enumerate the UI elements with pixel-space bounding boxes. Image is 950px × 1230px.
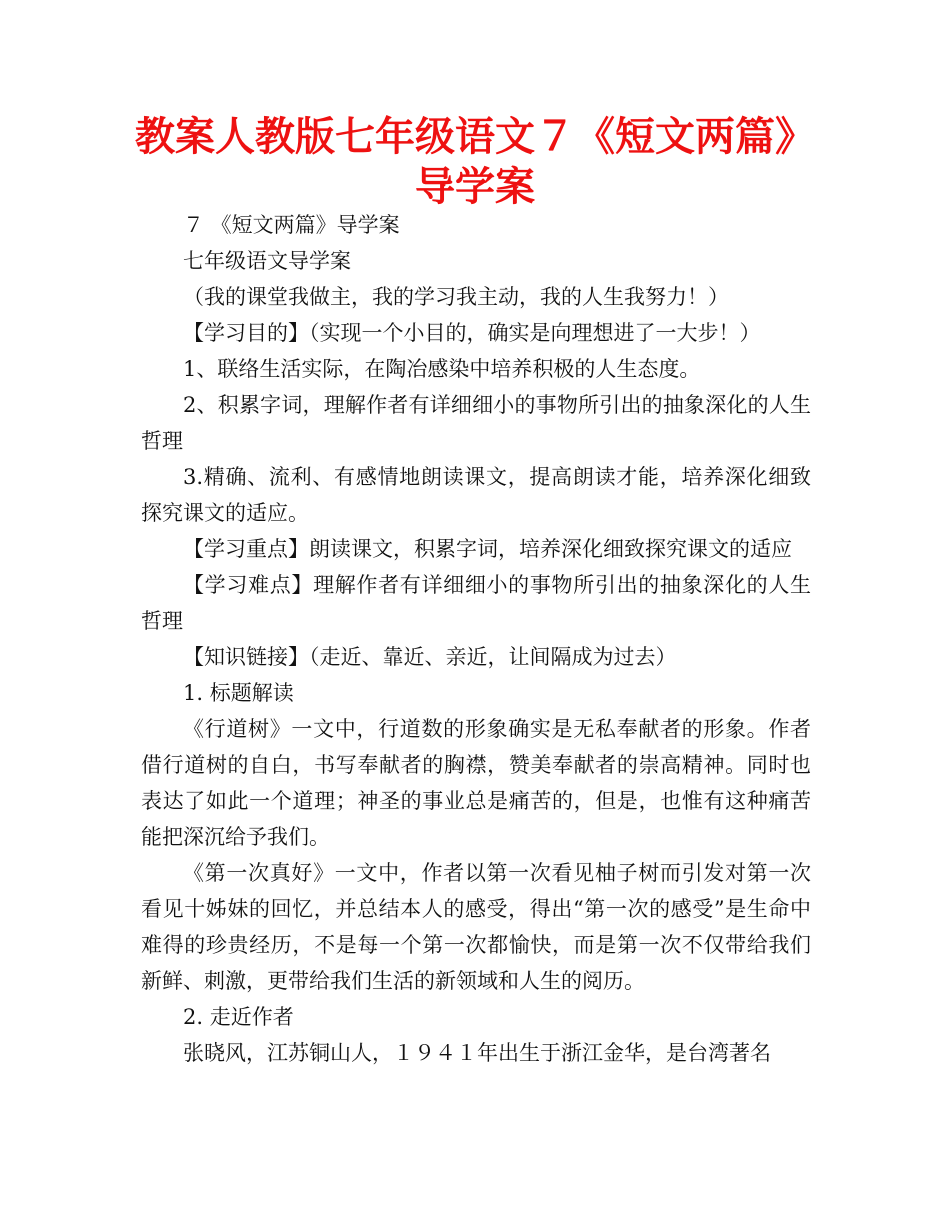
learning-goals-heading: 【学习目的】（实现一个小目的，确实是向理想进了一大步！） — [183, 321, 761, 345]
motto: （我的课堂我做主，我的学习我主动，我的人生我努力！） — [183, 285, 729, 309]
knowledge-link-heading: 【知识链接】（走近、靠近、亲近，让间隔成为过去） — [183, 645, 677, 669]
about-author-heading: 2. 走近作者 — [183, 1005, 294, 1029]
goal-item-2: 2、积累字词，理解作者有详细细小的事物所引出的抽象深化的人生哲理 — [141, 393, 811, 453]
subtitle: 七年级语文导学案 — [183, 249, 351, 273]
author-bio: 张晓风，江苏铜山人，１９４１年出生于浙江金华，是台湾著名 — [183, 1041, 771, 1065]
paragraph-diyici: 《第一次真好》一文中，作者以第一次看见柚子树而引发对第一次看见十姊妹的回忆，并总结本人的感受，得出“第一次的感受”是生命中难得的珍贵经历，不是每一个第一次都愉快，而是第一次不仅带给我们新鲜、刺激，更带给我们生活的新领域和人生的阅历。 — [141, 861, 811, 993]
document-body — [141, 207, 811, 1071]
title-interpretation-heading: 1. 标题解读 — [183, 681, 294, 705]
lesson-heading: ７ 《短文两篇》导学案 — [183, 213, 400, 237]
goal-item-1: 1、联络生活实际，在陶冶感染中培养积极的人生态度。 — [183, 357, 701, 381]
difficult-points: 【学习难点】理解作者有详细细小的事物所引出的抽象深化的人生哲理 — [141, 573, 811, 633]
document-title: 教案人教版七年级语文７《短文两篇》导学案 — [135, 114, 815, 210]
key-points: 【学习重点】朗读课文，积累字词，培养深化细致探究课文的适应 — [183, 537, 792, 561]
goal-item-3: 3.精确、流利、有感情地朗读课文，提高朗读才能，培养深化细致探究课文的适应。 — [141, 465, 811, 525]
paragraph-xingdaoshu: 《行道树》一文中，行道数的形象确实是无私奉献者的形象。作者借行道树的自白，书写奉献者的胸襟，赞美奉献者的崇高精神。同时也表达了如此一个道理；神圣的事业总是痛苦的，但是，也惟有这种痛苦能把深沉给予我们。 — [141, 717, 811, 849]
